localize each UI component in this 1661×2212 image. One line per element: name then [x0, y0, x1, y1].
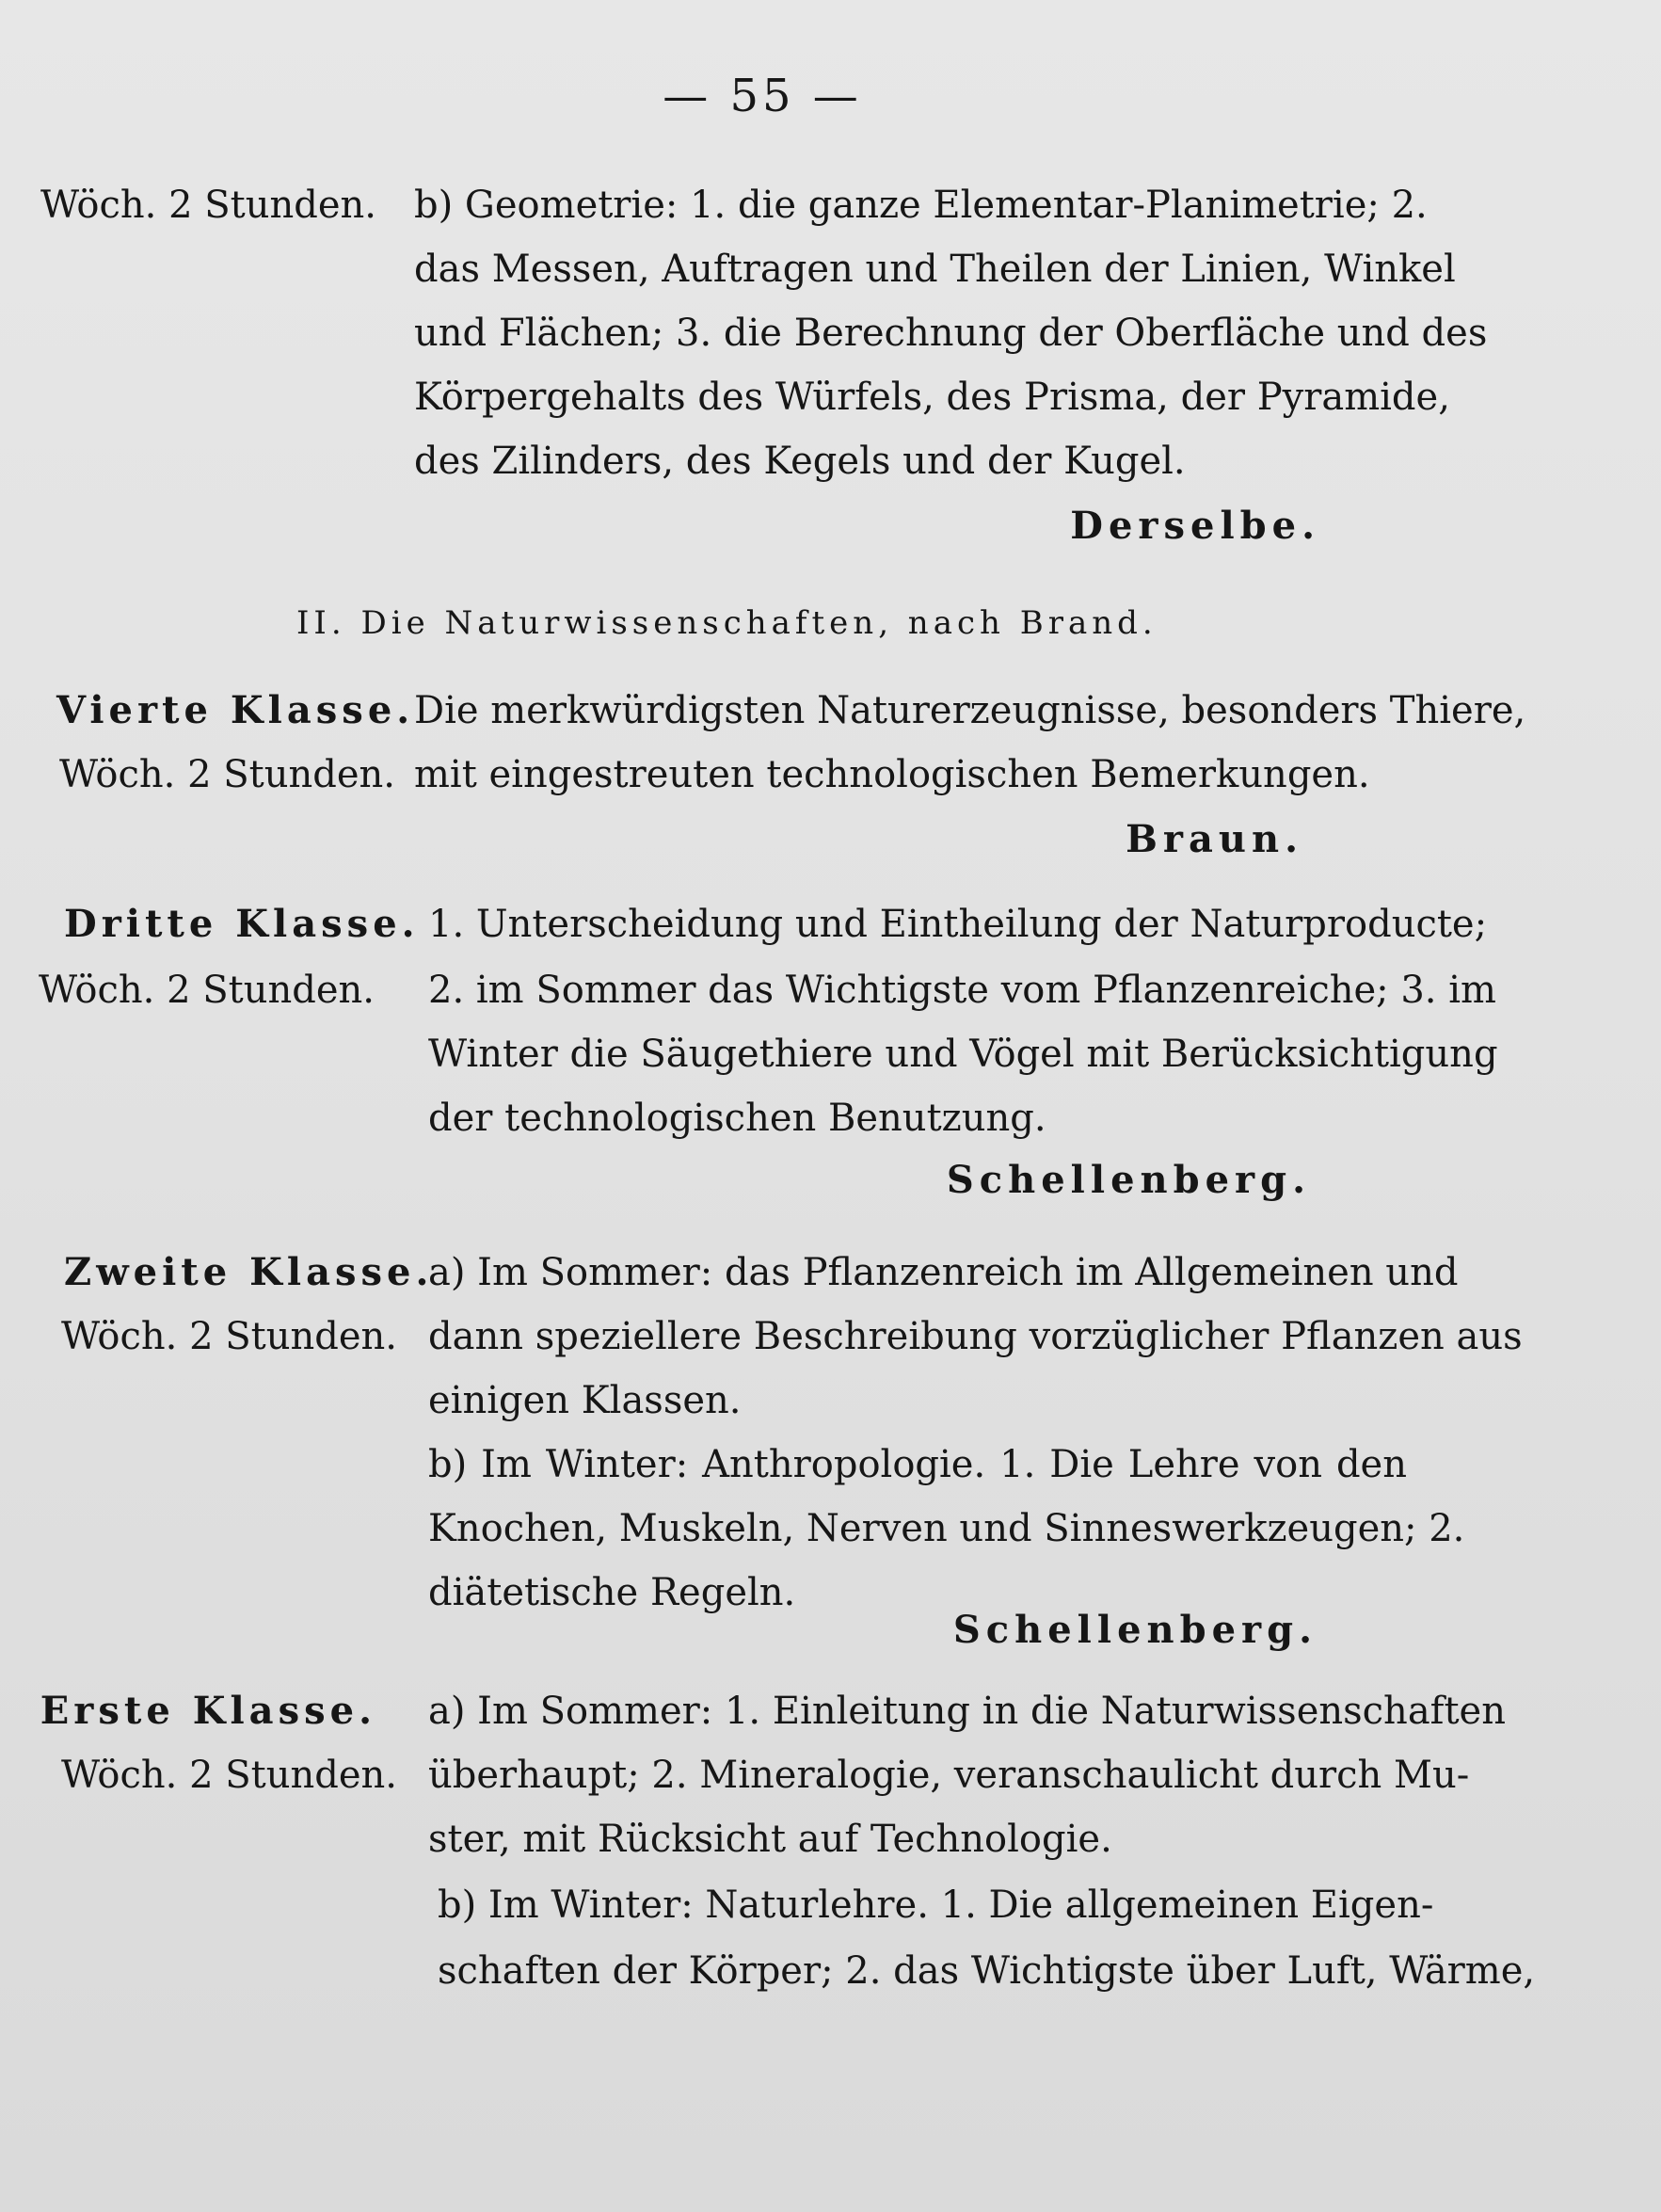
- class-4-teacher: Braun.: [1126, 817, 1303, 861]
- class-3-line-4: der technologischen Benutzung.: [428, 1097, 1046, 1140]
- class-2-line-2: dann speziellere Beschreibung vorzüglicher Pflanzen aus: [428, 1315, 1523, 1358]
- class-1-line-3: ster, mit Rücksicht auf Technologie.: [428, 1818, 1112, 1861]
- class-2-line-3: einigen Klassen.: [428, 1379, 742, 1422]
- class-2-label: Zweite Klasse.: [64, 1250, 434, 1294]
- class-4-line-1: Die merkwürdigsten Naturerzeugnisse, besonders Thiere,: [414, 689, 1526, 732]
- class-4-hours: Wöch. 2 Stunden.: [59, 753, 395, 796]
- class-1-hours: Wöch. 2 Stunden.: [61, 1754, 397, 1797]
- class-2-line-1: a) Im Sommer: das Pflanzenreich im Allgemeinen und: [428, 1251, 1459, 1294]
- class-3-line-1: 1. Unterscheidung und Eintheilung der Naturproducte;: [428, 903, 1488, 946]
- class-2-line-6: diätetische Regeln.: [428, 1571, 796, 1614]
- geometry-line-3: und Flächen; 3. die Berechnung der Oberfläche und des: [414, 312, 1488, 355]
- class-1-line-5: schaften der Körper; 2. das Wichtigste über Luft, Wärme,: [438, 1949, 1536, 1993]
- class-3-teacher: Schellenberg.: [946, 1158, 1311, 1202]
- section-title: II. Die Naturwissenschaften, nach Brand.: [296, 604, 1158, 642]
- geometry-hours-label: Wöch. 2 Stunden.: [40, 184, 376, 227]
- class-3-label: Dritte Klasse.: [64, 902, 420, 946]
- class-3-line-3: Winter die Säugethiere und Vögel mit Berücksichtigung: [428, 1033, 1498, 1076]
- class-1-line-4: b) Im Winter: Naturlehre. 1. Die allgemeinen Eigen-: [438, 1883, 1434, 1927]
- class-4-line-2: mit eingestreuten technologischen Bemerkungen.: [414, 753, 1370, 796]
- class-4-label: Vierte Klasse.: [56, 688, 415, 732]
- class-3-hours: Wöch. 2 Stunden.: [39, 969, 375, 1012]
- class-2-line-4: b) Im Winter: Anthropologie. 1. Die Lehre von den: [428, 1443, 1407, 1486]
- class-1-label: Erste Klasse.: [40, 1689, 376, 1733]
- geometry-line-2: das Messen, Auftragen und Theilen der Linien, Winkel: [414, 248, 1456, 291]
- class-1-line-2: überhaupt; 2. Mineralogie, veranschaulicht durch Mu-: [428, 1754, 1470, 1797]
- geometry-line-5: des Zilinders, des Kegels und der Kugel.: [414, 440, 1186, 483]
- page-number: — 55 —: [663, 70, 862, 122]
- class-2-teacher: Schellenberg.: [952, 1608, 1318, 1652]
- geometry-teacher: Derselbe.: [1070, 504, 1320, 548]
- class-3-line-2: 2. im Sommer das Wichtigste vom Pflanzenreiche; 3. im: [428, 969, 1496, 1012]
- geometry-line-1: b) Geometrie: 1. die ganze Elementar-Planimetrie; 2.: [414, 184, 1428, 227]
- geometry-line-4: Körpergehalts des Würfels, des Prisma, der Pyramide,: [414, 376, 1450, 419]
- class-1-line-1: a) Im Sommer: 1. Einleitung in die Naturwissenschaften: [428, 1690, 1506, 1733]
- class-2-hours: Wöch. 2 Stunden.: [61, 1315, 397, 1358]
- class-2-line-5: Knochen, Muskeln, Nerven und Sinneswerkzeugen; 2.: [428, 1507, 1465, 1550]
